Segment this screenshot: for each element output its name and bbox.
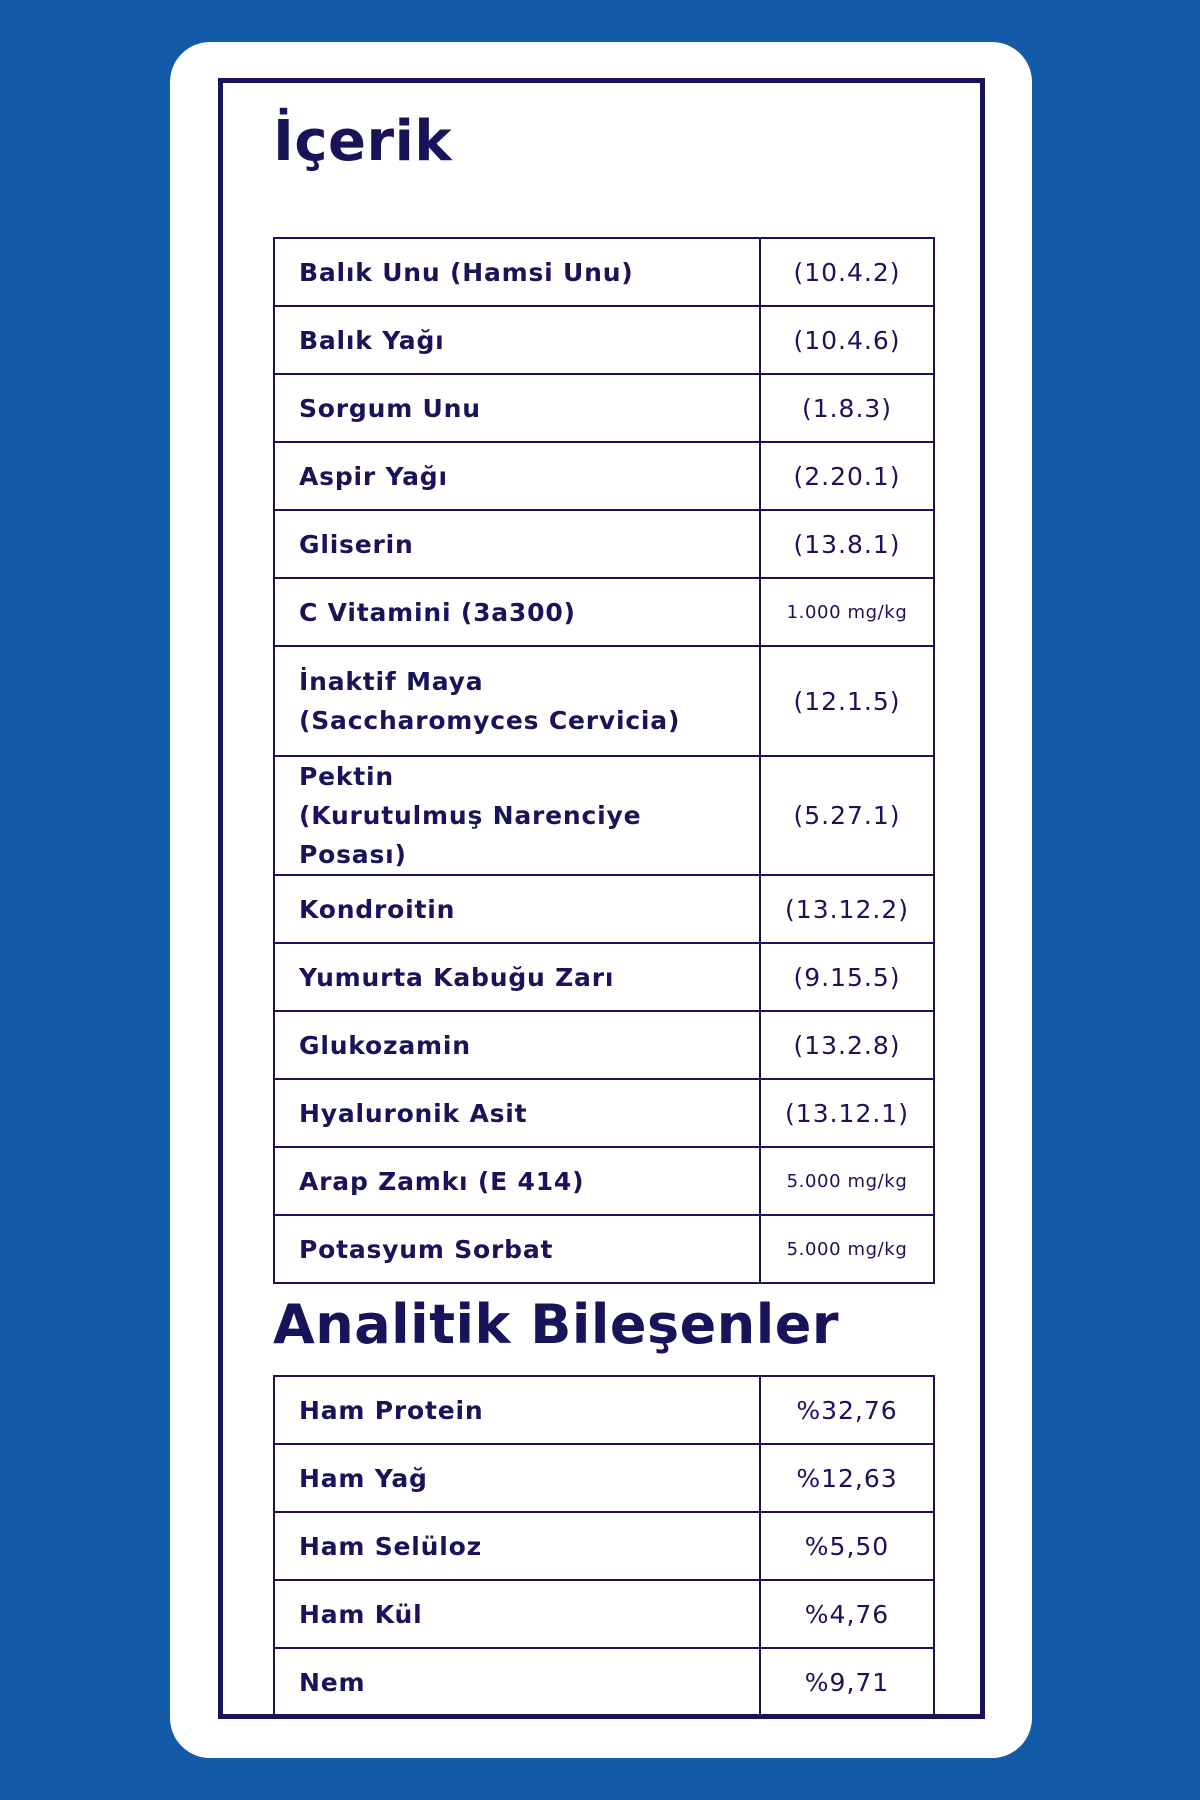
ingredients-table <box>273 237 935 1284</box>
ingredient-name: Balık Yağı <box>274 306 760 374</box>
component-value: %5,50 <box>760 1512 934 1580</box>
table-row <box>274 442 934 510</box>
ingredient-name: Arap Zamkı (E 414) <box>274 1147 760 1215</box>
ingredient-name: Yumurta Kabuğu Zarı <box>274 943 760 1011</box>
ingredient-name: C Vitamini (3a300) <box>274 578 760 646</box>
table-row <box>274 1376 934 1444</box>
ingredient-name: Potasyum Sorbat <box>274 1215 760 1283</box>
table-row <box>274 1648 934 1716</box>
table-row <box>274 1444 934 1512</box>
table-row <box>274 238 934 306</box>
ingredient-name-cell <box>274 756 760 875</box>
ingredient-code: (5.27.1) <box>760 756 934 875</box>
table-row <box>274 374 934 442</box>
table-row <box>274 578 934 646</box>
ingredient-code: (12.1.5) <box>760 646 934 756</box>
ingredient-code: (13.2.8) <box>760 1011 934 1079</box>
component-name: Ham Yağ <box>274 1444 760 1512</box>
table-row <box>274 756 934 875</box>
ingredient-name: Kondroitin <box>274 875 760 943</box>
ingredient-code: (2.20.1) <box>760 442 934 510</box>
table-row <box>274 306 934 374</box>
ingredient-name-detail: (Kurutulmuş Narenciye Posası) <box>299 801 642 869</box>
table-row <box>274 943 934 1011</box>
ingredient-amount: 1.000 mg/kg <box>760 578 934 646</box>
table-row <box>274 510 934 578</box>
ingredient-name: Sorgum Unu <box>274 374 760 442</box>
ingredient-name: Balık Unu (Hamsi Unu) <box>274 238 760 306</box>
component-value: %4,76 <box>760 1580 934 1648</box>
ingredient-code: (1.8.3) <box>760 374 934 442</box>
ingredient-code: (13.8.1) <box>760 510 934 578</box>
ingredient-name: Hyaluronik Asit <box>274 1079 760 1147</box>
component-value: %9,71 <box>760 1648 934 1716</box>
table-row <box>274 646 934 756</box>
label-card <box>170 42 1032 1758</box>
table-row <box>274 1215 934 1283</box>
table-row <box>274 1011 934 1079</box>
ingredient-code: (9.15.5) <box>760 943 934 1011</box>
ingredient-code: (13.12.1) <box>760 1079 934 1147</box>
component-name: Ham Protein <box>274 1376 760 1444</box>
component-value: %32,76 <box>760 1376 934 1444</box>
analytics-title: Analitik Bileşenler <box>273 1293 840 1356</box>
table-row <box>274 875 934 943</box>
analytics-table <box>273 1375 935 1717</box>
ingredient-code: (10.4.2) <box>760 238 934 306</box>
component-value: %12,63 <box>760 1444 934 1512</box>
ingredient-code: (13.12.2) <box>760 875 934 943</box>
ingredient-name-cell <box>274 646 760 756</box>
ingredient-amount: 5.000 mg/kg <box>760 1147 934 1215</box>
ingredient-code: (10.4.6) <box>760 306 934 374</box>
table-row <box>274 1580 934 1648</box>
label-frame <box>218 78 985 1719</box>
ingredient-name: Aspir Yağı <box>274 442 760 510</box>
component-name: Ham Selüloz <box>274 1512 760 1580</box>
table-row <box>274 1147 934 1215</box>
ingredient-name: İnaktif Maya <box>299 667 484 696</box>
ingredient-amount: 5.000 mg/kg <box>760 1215 934 1283</box>
ingredients-title: İçerik <box>273 109 453 174</box>
ingredient-name: Pektin <box>299 762 395 791</box>
table-row <box>274 1512 934 1580</box>
ingredient-name-detail: (Saccharomyces Cervicia) <box>299 706 681 735</box>
component-name: Ham Kül <box>274 1580 760 1648</box>
ingredient-name: Glukozamin <box>274 1011 760 1079</box>
ingredient-name: Gliserin <box>274 510 760 578</box>
component-name: Nem <box>274 1648 760 1716</box>
table-row <box>274 1079 934 1147</box>
